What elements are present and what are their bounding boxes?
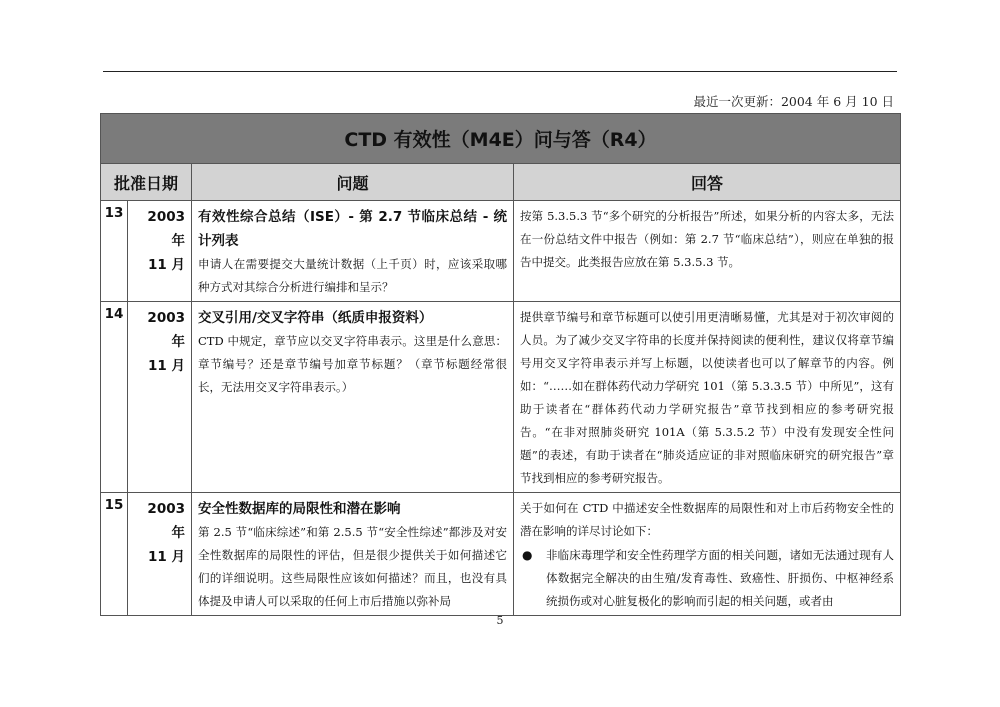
row-number: 15 [101, 493, 128, 616]
question-cell [192, 302, 514, 493]
question-cell [192, 493, 514, 616]
question-title: 有效性综合总结（ISE）- 第 2.7 节临床总结 - 统计列表 [198, 209, 507, 249]
answer-cell [514, 493, 901, 616]
question-body: 第 2.5 节“临床综述”和第 2.5.5 节“安全性综述”都涉及对安全性数据库的局限性的评估，但是很少提供关于如何描述它们的详细说明。这些局限性应该如何描述？而且，也没有具体提及申请人可以采取的任何上市后措施以弥补局 [198, 525, 507, 608]
question-body: 申请人在需要提交大量统计数据（上千页）时，应该采取哪种方式对其综合分析进行编排和呈示？ [198, 257, 507, 294]
approval-month: 11 月 [148, 549, 185, 565]
answer-cell [514, 201, 901, 302]
column-header-row [101, 164, 901, 201]
approval-month: 11 月 [148, 257, 185, 273]
answer-bullet-item [520, 544, 894, 613]
table-row [101, 493, 901, 616]
column-header-question: 问题 [192, 164, 514, 201]
question-cell [192, 201, 514, 302]
answer-bullet-text: 非临床毒理学和安全性药理学方面的相关问题，诸如无法通过现有人体数据完全解决的由生殖/发育毒性、致癌性、肝损伤、中枢神经系统损伤或对心脏复极化的影响而引起的相关问题，或者由 [546, 548, 894, 608]
approval-year: 2003 年 [147, 501, 185, 541]
header-rule [103, 71, 897, 72]
document-title: CTD 有效性（M4E）问与答（R4） [101, 114, 901, 164]
question-title: 交叉引用/交叉字符串（纸质申报资料） [198, 310, 433, 326]
question-body: CTD 中规定，章节应以交叉字符串表示。这里是什么意思：章节编号？还是章节编号加章节标题？（章节标题经常很长，无法用交叉字符串表示。） [198, 334, 507, 394]
last-update-date: 最近一次更新：2004 年 6 月 10 日 [693, 94, 894, 109]
column-header-date: 批准日期 [101, 164, 192, 201]
approval-date [128, 493, 192, 616]
approval-date [128, 302, 192, 493]
row-number: 13 [101, 201, 128, 302]
bullet-icon: ● [522, 548, 533, 562]
banner-row [101, 114, 901, 164]
approval-month: 11 月 [148, 358, 185, 374]
answer-text: 按第 5.3.5.3 节“多个研究的分析报告”所述，如果分析的内容太多，无法在一份总结文件中报告（例如：第 2.7 节“临床总结”），则应在单独的报告中提交。此类报告应放在第 5.3.5.3 节。 [520, 209, 894, 269]
approval-year: 2003 年 [147, 209, 185, 249]
approval-date [128, 201, 192, 302]
column-header-answer: 回答 [514, 164, 901, 201]
answer-intro: 关于如何在 CTD 中描述安全性数据库的局限性和对上市后药物安全性的潜在影响的详尽讨论如下： [520, 501, 894, 538]
table-row [101, 201, 901, 302]
answer-cell [514, 302, 901, 493]
question-title: 安全性数据库的局限性和潜在影响 [198, 501, 401, 517]
page-number: 5 [496, 614, 504, 627]
approval-year: 2003 年 [147, 310, 185, 350]
table-row [101, 302, 901, 493]
answer-text: 提供章节编号和章节标题可以使引用更清晰易懂，尤其是对于初次审阅的人员。为了减少交叉字符串的长度并保持阅读的便利性，建议仅将章节编号用交叉字符串表示并写上标题，以使读者也可以了解章节的内容。例如：“……如在群体药代动力学研究 101（第 5.3.3.5 节）中所见”，这有助于读者在“群体药代动力学研究报告”章节找到相应的参考研究报告。“在非对照肺炎研究 101A（第 5.3.5.2 节）中没有发现安全性问题”的表述，有助于读者在“肺炎适应证的非对照临床研究的研究报告”章节找到相应的参考研究报告。 [520, 310, 894, 485]
row-number: 14 [101, 302, 128, 493]
qa-table [100, 113, 901, 616]
